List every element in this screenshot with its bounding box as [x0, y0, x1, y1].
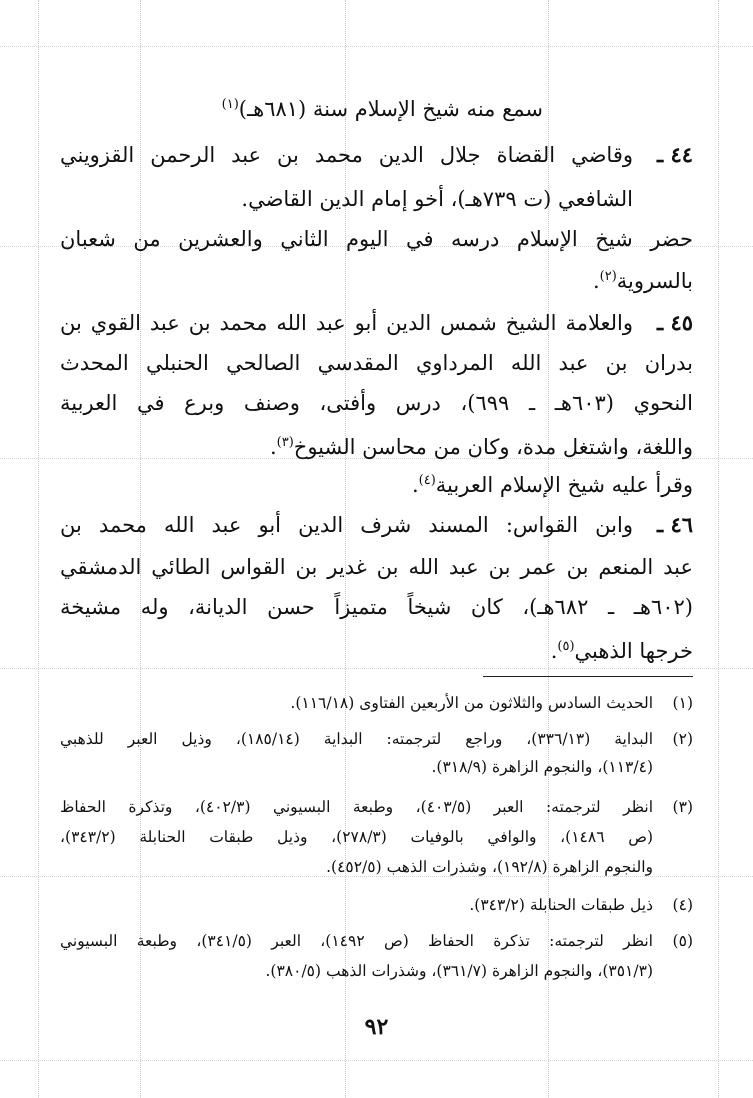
footnote-text: البداية (٣٣٦/١٣)، وراجع لترجمته: البداية (١٨٥/١٤)، وذيل العبر للذهبي	[60, 730, 653, 748]
text-span: .	[411, 473, 419, 497]
paragraph-text: الشافعي (ت ٧٣٩هـ)، أخو إمام الدين القاضي.	[241, 187, 633, 211]
grid-line	[718, 0, 719, 1098]
paragraph-text: والعلامة الشيخ شمس الدين أبو عبد الله محمد بن عبد القوي بن	[60, 311, 633, 335]
footnote-marker: (٢)	[599, 269, 617, 284]
paragraph-text: بدران بن عبد الله المرداوي المقدسي الصالحي الحنبلي المحدث	[60, 351, 693, 375]
footnote-text: الحديث السادس والثلاثون من الأربعين الفتاوى (١١٦/١٨).	[290, 694, 653, 712]
footnote-marker: (٣)	[276, 435, 294, 450]
footnote-marker: (٥)	[557, 639, 575, 654]
footnote-divider	[483, 676, 693, 677]
footnote-marker: (٤)	[418, 473, 436, 488]
entry-number: ٤٦ ـ	[656, 512, 693, 537]
footnote-marker: (١)	[221, 97, 239, 112]
entry-number: ٤٥ ـ	[656, 310, 693, 335]
paragraph-text: عبد المنعم بن عمر بن عبد الله بن غدير بن القواس الطائي الدمشقي	[60, 555, 693, 579]
paragraph-text: حضر شيخ الإسلام درسه في اليوم الثاني والعشرين من شعبان	[60, 227, 693, 251]
footnote-number: (١)	[672, 694, 693, 712]
paragraph-text	[60, 262, 693, 296]
footnote-number: (٤)	[672, 896, 693, 914]
paragraph-text: وابن القواس: المسند شرف الدين أبو عبد الله محمد بن	[60, 513, 633, 537]
text-span: واللغة، واشتغل مدة، وكان من محاسن الشيوخ	[293, 435, 693, 459]
paragraph-text: (٦٠٢هـ ـ ٦٨٢هـ)، كان شيخاً متميزاً حسن الديانة، وله مشيخة	[60, 595, 693, 619]
footnote-number: (٣)	[672, 798, 693, 816]
footnote-number: (٥)	[672, 932, 693, 950]
grid-line	[38, 0, 39, 1098]
paragraph-text	[60, 428, 693, 462]
text-span: وقرأ عليه شيخ الإسلام العربية	[435, 473, 693, 497]
footnote-text: انظر لترجمته: تذكرة الحفاظ (ص ١٤٩٢)، العبر (٣٤١/٥)، وطبعة البسيوني	[60, 932, 653, 950]
grid-line	[0, 668, 753, 669]
paragraph-text: وقاضي القضاة جلال الدين محمد بن عبد الرحمن القزويني	[60, 143, 633, 167]
grid-line	[0, 46, 753, 47]
entry-number: ٤٤ ـ	[656, 142, 693, 167]
footnote-text: والنجوم الزاهرة (١٩٢/٨)، وشذرات الذهب (٤٥٢/٥).	[326, 858, 653, 876]
paragraph-text	[60, 90, 543, 124]
text-span: .	[592, 269, 600, 293]
text-span: بالسروية	[616, 269, 693, 293]
footnote-text: (٣٥١/٣)، والنجوم الزاهرة (٣٦١/٧)، وشذرات الذهب (٣٨٠/٥).	[265, 962, 653, 980]
grid-line	[0, 1060, 753, 1061]
footnote-text: (ص ١٤٨٦)، والوافي بالوفيات (٢٧٨/٣)، وذيل طبقات الحنابلة (٣٤٣/٢)،	[60, 828, 653, 846]
text-span: .	[550, 639, 558, 663]
paragraph-text	[60, 466, 693, 500]
footnote-number: (٢)	[672, 730, 693, 748]
text-span: .	[269, 435, 277, 459]
page-number: ٩٢	[364, 1014, 389, 1040]
text-span: سمع منه شيخ الإسلام سنة (٦٨١هـ)	[238, 97, 543, 121]
footnote-text: ذيل طبقات الحنابلة (٣٤٣/٢).	[469, 896, 653, 914]
text-span: خرجها الذهبي	[574, 639, 693, 663]
footnote-text: انظر لترجمته: العبر (٤٠٣/٥)، وطبعة البسيوني (٤٠٢/٣)، وتذكرة الحفاظ	[60, 798, 653, 816]
paragraph-text: النحوي (٦٠٣هـ ـ ٦٩٩)، درس وأفتى، وصنف وبرع في العربية	[60, 391, 693, 415]
paragraph-text	[60, 632, 693, 666]
footnote-text: (١١٣/٤)، والنجوم الزاهرة (٣١٨/٩).	[431, 758, 653, 776]
